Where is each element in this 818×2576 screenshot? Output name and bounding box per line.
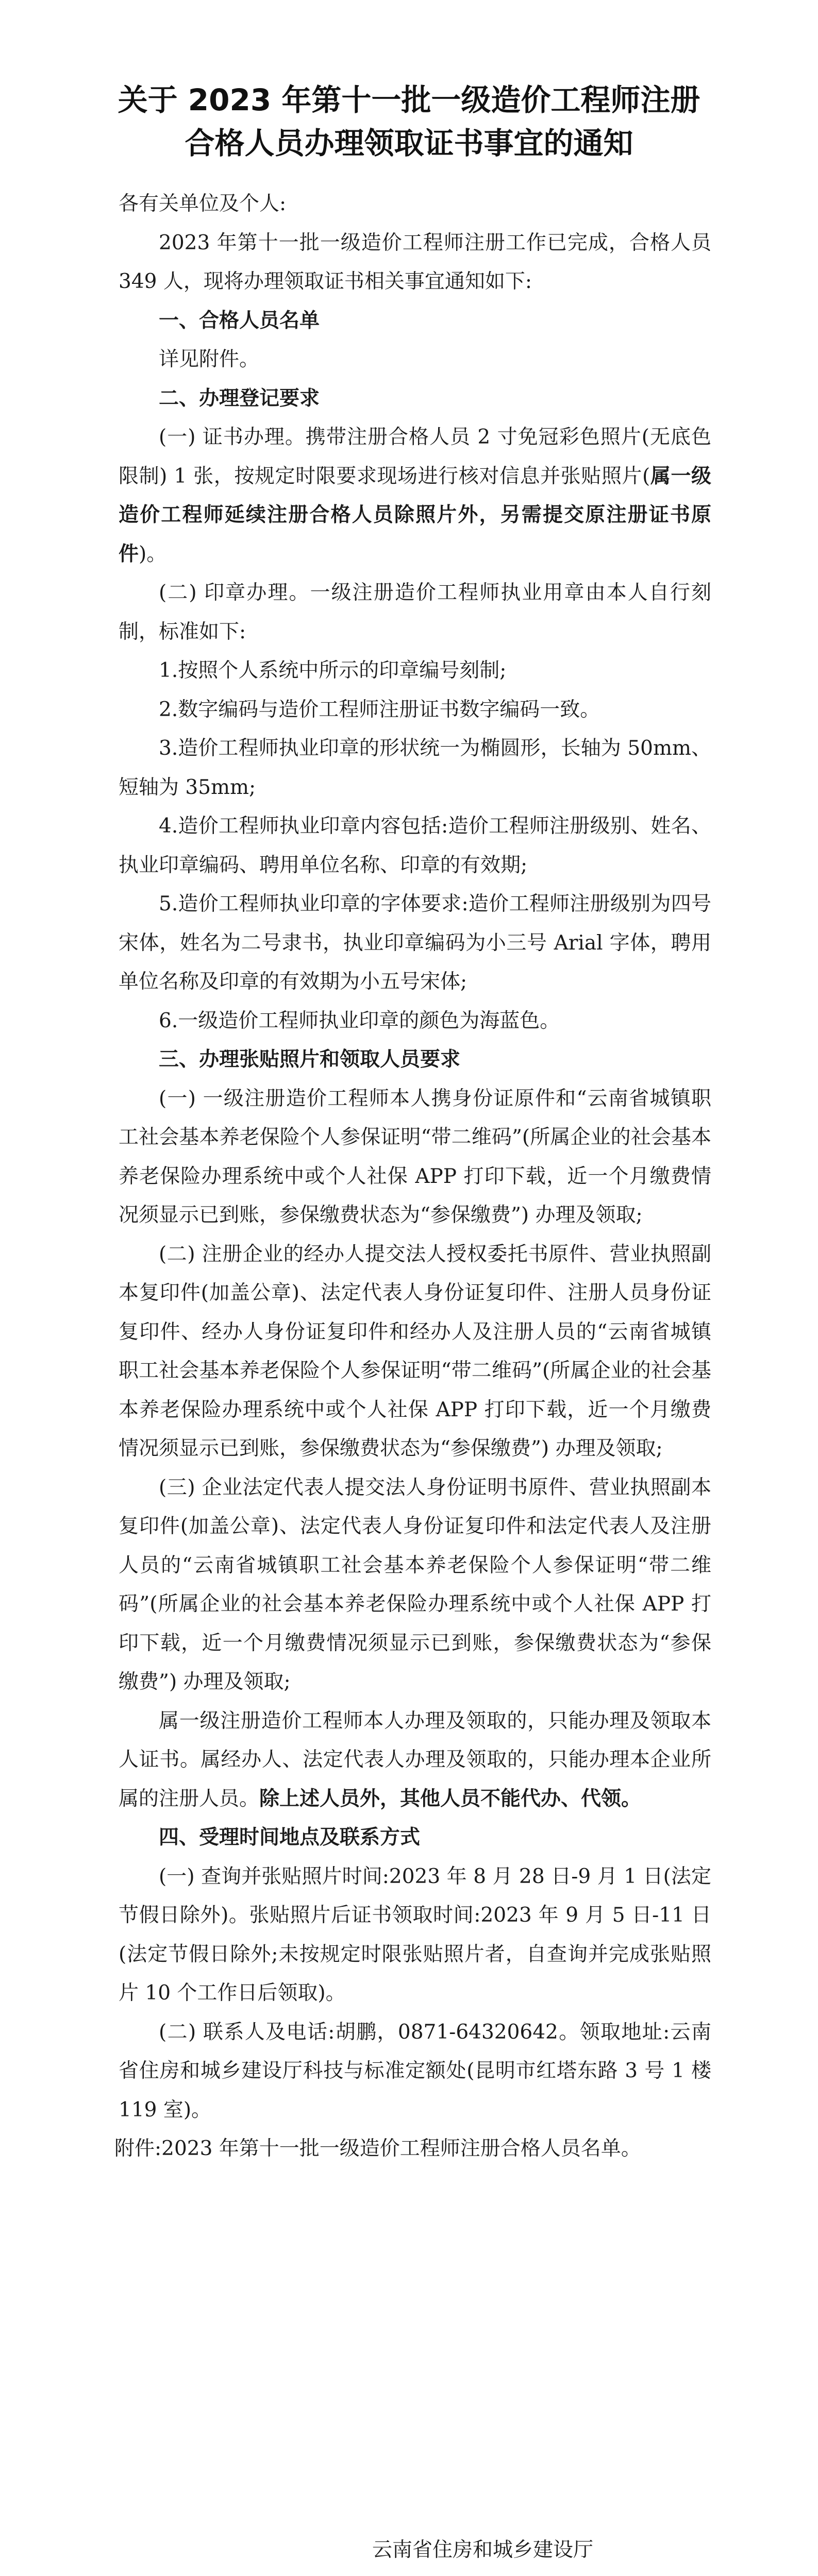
no-proxy-note: 除上述人员外，其他人员不能代办、代领。 <box>259 1787 642 1810</box>
document-title-line-1: 关于 2023 年第十一批一级造价工程师注册 <box>118 82 700 117</box>
section-1-text: 详见附件。 <box>159 348 260 371</box>
certificate-handling-paragraph <box>119 418 711 573</box>
issuing-organization: 云南省住房和城乡建设厅 <box>372 2538 594 2562</box>
intro-paragraph: 2023 年第十一批一级造价工程师注册工作已完成，合格人员 349 人，现将办理领取证书相关事宜通知如下: <box>119 231 711 293</box>
section-4-heading: 四、受理时间地点及联系方式 <box>159 1826 421 1849</box>
seal-rule-item: 2.数字编码与造价工程师注册证书数字编码一致。 <box>159 698 600 721</box>
salutation: 各有关单位及个人: <box>119 192 287 215</box>
certificate-handling-text: (一) 证书办理。携带注册合格人员 2 寸免冠彩色照片(无底色限制) 1 张，按规定时限要求现场进行核对信息并张贴照片( <box>119 426 711 488</box>
section-3-heading: 三、办理张贴照片和领取人员要求 <box>159 1048 461 1071</box>
seal-rule-item: 6.一级造价工程师执业印章的颜色为海蓝色。 <box>159 1009 560 1032</box>
attachment-note: 附件:2023 年第十一批一级造价工程师注册合格人员名单。 <box>114 2137 641 2160</box>
personal-collection-paragraph: (一) 一级注册造价工程师本人携身份证原件和“云南省城镇职工社会基本养老保险个人参保证明“带二维码”(所属企业的社会基本养老保险办理系统中或个人社保 APP 打印下载，近一个月缴费情况须显示已到账，参保缴费状态为“参保缴费”) 办理及领取; <box>119 1087 711 1227</box>
certificate-renewal-note: 属一级造价工程师延续注册合格人员除照片外，另需提交原注册证书原件 <box>119 464 711 566</box>
seal-handling-paragraph: (二) 印章办理。一级注册造价工程师执业用章由本人自行刻制，标准如下: <box>119 581 711 643</box>
seal-rule-item: 1.按照个人系统中所示的印章编号刻制; <box>159 659 507 682</box>
legal-rep-collection-paragraph: (三) 企业法定代表人提交法人身份证明书原件、营业执照副本复印件(加盖公章)、法定代表人身份证复印件和法定代表人及注册人员的“云南省城镇职工社会基本养老保险个人参保证明“带二维码”(所属企业的社会基本养老保险办理系统中或个人社保 APP 打印下载，近一个月缴费情况须显示已到账，参保缴费状态为“参保缴费”) 办理及领取; <box>119 1476 711 1693</box>
seal-rule-item: 5.造价工程师执业印章的字体要求:造价工程师注册级别为四号宋体，姓名为二号隶书，执业印章编码为小三号 Arial 字体，聘用单位名称及印章的有效期为小五号宋体; <box>119 892 711 993</box>
document-title-line-2: 合格人员办理领取证书事宜的通知 <box>185 126 633 161</box>
signature-block <box>361 2530 722 2576</box>
collection-restriction-paragraph <box>119 1702 711 1819</box>
collection-restriction-text: 属一级注册造价工程师本人办理及领取的，只能办理及领取本人证书。属经办人、法定代表人办理及领取的，只能办理本企业所属的注册人员。 <box>119 1709 711 1810</box>
contact-paragraph: (二) 联系人及电话:胡鹏，0871-64320642。领取地址:云南省住房和城乡建设厅科技与标准定额处(昆明市红塔东路 3 号 1 楼 119 室)。 <box>119 2020 711 2122</box>
agent-collection-paragraph: (二) 注册企业的经办人提交法人授权委托书原件、营业执照副本复印件(加盖公章)、法定代表人身份证复印件、注册人员身份证复印件、经办人身份证复印件和经办人及注册人员的“云南省城镇职工社会基本养老保险个人参保证明“带二维码”(所属企业的社会基本养老保险办理系统中或个人社保 APP 打印下载，近一个月缴费情况须显示已到账，参保缴费状态为“参保缴费”) 办理及领取; <box>119 1242 711 1460</box>
issuing-department <box>361 2571 722 2576</box>
seal-rule-item: 4.造价工程师执业印章内容包括:造价工程师注册级别、姓名、执业印章编码、聘用单位名称、印章的有效期; <box>119 815 711 877</box>
certificate-handling-end: )。 <box>139 542 167 566</box>
seal-rule-item: 3.造价工程师执业印章的形状统一为椭圆形，长轴为 50mm、短轴为 35mm; <box>119 737 711 799</box>
schedule-paragraph: (一) 查询并张贴照片时间:2023 年 8 月 28 日-9 月 1 日(法定节假日除外)。张贴照片后证书领取时间:2023 年 9 月 5 日-11 日(法定节假日除外;未按规定时限张贴照片者，自查询并完成张贴照片 10 个工作日后领取)。 <box>119 1865 711 2005</box>
section-2-heading: 二、办理登记要求 <box>159 386 320 410</box>
section-1-heading: 一、合格人员名单 <box>159 309 320 332</box>
document-body <box>114 184 711 2168</box>
